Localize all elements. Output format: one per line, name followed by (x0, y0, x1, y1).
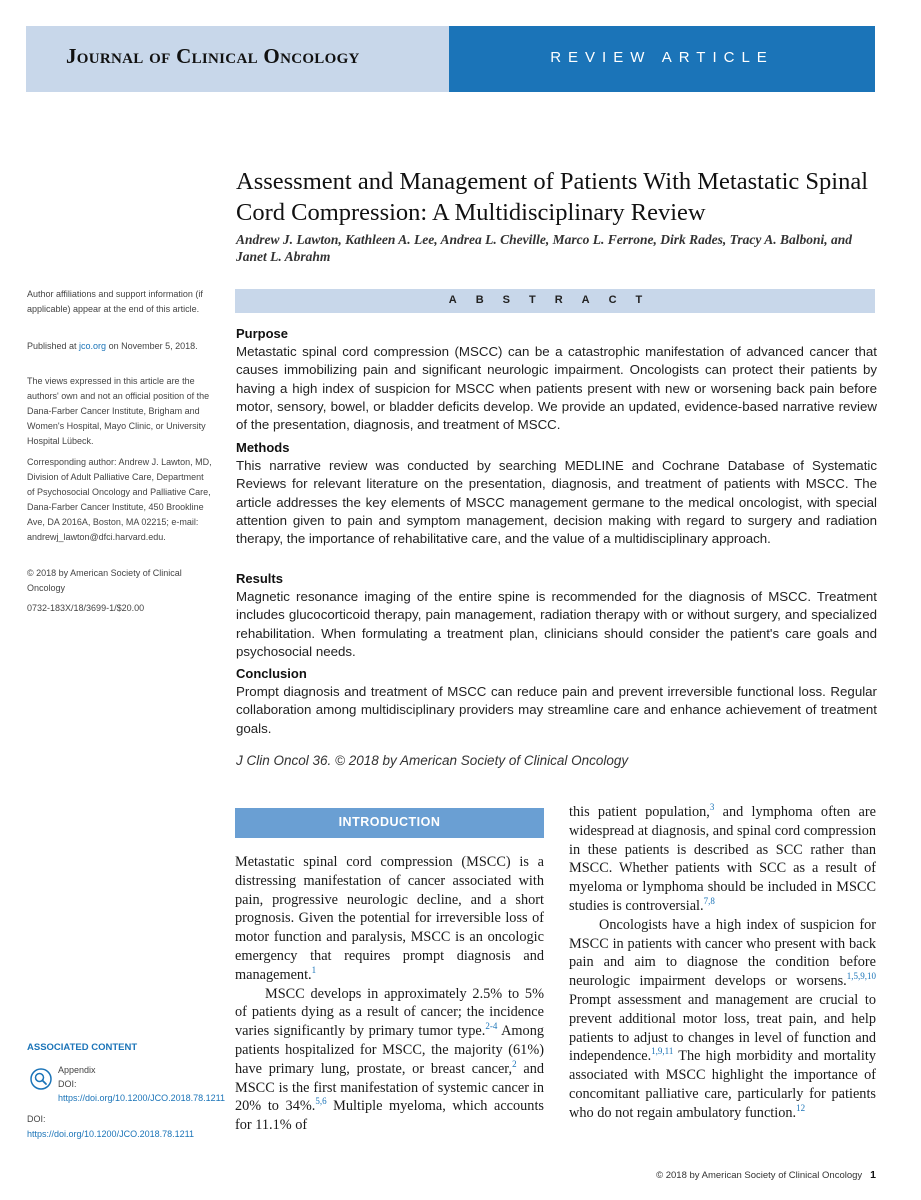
conclusion-text: Prompt diagnosis and treatment of MSCC can reduce pain and prevent irreversible functional loss. Regular collaboration among multidisciplinary providers may streamline care and enhance achievement of treatment goals. (236, 684, 877, 736)
purpose-heading: Purpose (236, 326, 289, 341)
sidebar-disclaimer: The views expressed in this article are the authors' own and not an official position of the Dana-Farber Cancer Institute, Brigham and Women's Hospital, Mayo Clinic, or University Hospital Lübeck. (27, 376, 210, 446)
results-text: Magnetic resonance imaging of the entire spine is recommended for the diagnosis of MSCC. Treatment includes glucocorticoid therapy, pain management, radiation therapy with or without surgery, and specialized rehabilitation. When formulating a treatment plan, clinicians should consider the patient's care goals and psychosocial needs. (236, 589, 877, 659)
introduction-heading: INTRODUCTION (338, 815, 441, 829)
intro-paragraph-2: MSCC develops in approximately 2.5% to 5% of patients dying as a result of cancer; the incidence varies significantly by primary tumor type.$^{2-4}$ Among patients hospitalized for MSCC, the majority (61%) have primary lung, prostate, or breast cancer,$^2$ and MSCC is the first manifestation of systemic cancer in 20% to 34%.$^{5,6}$ Multiple myeloma, which accounts for 11.1% of (235, 985, 544, 1134)
reference-link[interactable]: 1 (311, 965, 317, 976)
sidebar-affiliations-note: Author affiliations and support information (if applicable) appear at the end of this article. (27, 289, 203, 314)
body-column-left (235, 853, 544, 1135)
journal-citation: J Clin Oncol 36. © 2018 by American Society of Clinical Oncology (236, 753, 629, 768)
conclusion-heading: Conclusion (236, 666, 307, 681)
magnifier-icon[interactable] (30, 1068, 52, 1090)
intro-paragraph-1: Metastatic spinal cord compression (MSCC) is a distressing manifestation of cancer associated with pain, progressive neurologic decline, and a short prognosis. Given the potential for irreversible loss of motor function and paralysis, MSCC is an oncologic emergency that requires prompt diagnosis and management.$^1$ (235, 854, 544, 983)
article-title: Assessment and Management of Patients With Metastatic Spinal Cord Compression: A Multidisciplinary Review (236, 168, 869, 226)
reference-link[interactable]: 7,8 (703, 896, 715, 907)
results-heading: Results (236, 571, 283, 586)
journal-title: Journal of Clinical Oncology (66, 44, 360, 68)
associated-content-heading: ASSOCIATED CONTENT (27, 1042, 138, 1053)
purpose-text: Metastatic spinal cord compression (MSCC) can be a catastrophic manifestation of advanced cancer that causes immobilizing pain and significant neurologic impairment. Oncologists can protect their patients by having a high index of suspicion for MSCC when patients present with new or worsening back pain before motor, sensory, bowel, or bladder deficits develop. We provide an updated, evidence-based narrative review of the presentation, diagnosis, and treatment of MSCC. (236, 344, 877, 433)
sidebar-issn: 0732-183X/18/3699-1/$20.00 (27, 603, 145, 613)
sidebar-published-note: Published at jco.org on November 5, 2018. (27, 341, 198, 351)
appendix-doi-link[interactable]: https://doi.org/10.1200/JCO.2018.78.1211 (58, 1093, 225, 1103)
reference-link[interactable]: 2-4 (485, 1021, 498, 1032)
abstract-label: ABSTRACT (448, 294, 662, 306)
footer-copyright: © 2018 by American Society of Clinical Oncology (656, 1170, 863, 1181)
page-footer (600, 1169, 876, 1181)
methods-text: This narrative review was conducted by searching MEDLINE and Cochrane Database of Systematic Reviews for relevant literature on the presentation, diagnosis, and treatment of patients with MSCC. The article addresses the key elements of MSCC management germane to the medical oncologist, with special attention given to pain and symptom management, decision making with regard to surgery and radiation therapy, the importance of rehabilitative care, and the value of a multidisciplinary approach. (236, 458, 877, 547)
sidebar-doi: DOI: https://doi.org/10.1200/JCO.2018.78.1211 (27, 1114, 194, 1139)
body-column-right (569, 803, 876, 1123)
page-number: 1 (870, 1169, 876, 1181)
author-list: Andrew J. Lawton, Kathleen A. Lee, Andrea L. Cheville, Marco L. Ferrone, Dirk Rades, Tracy A. Balboni, and Janet L. Abrahm (236, 232, 853, 264)
jco-link[interactable]: jco.org (79, 341, 107, 351)
appendix-entry: Appendix DOI: https://doi.org/10.1200/JCO.2018.78.1211 (58, 1065, 225, 1103)
reference-link[interactable]: 12 (796, 1102, 806, 1113)
methods-heading: Methods (236, 440, 290, 455)
reference-link[interactable]: 1,9,11 (651, 1046, 674, 1057)
reference-link[interactable]: 3 (709, 802, 715, 813)
sidebar-corresponding-author: Corresponding author: Andrew J. Lawton, MD, Division of Adult Palliative Care, Department of Psychosocial Oncology and Palliative Care, Dana-Farber Cancer Institute, 450 Brookline Ave, DA 2016A, Boston, MA 02215; e-mail: andrewj_lawton@dfci.harvard.edu. (27, 457, 212, 542)
doi-link[interactable]: https://doi.org/10.1200/JCO.2018.78.1211 (27, 1129, 194, 1139)
article-type: REVIEW ARTICLE (550, 49, 774, 66)
intro-paragraph-3: Oncologists have a high index of suspicion for MSCC in patients with cancer who present with back pain and aim to diagnose the condition before neurologic impairment develops or worsens.$^{1,5,9,10}$ Prompt assessment and management are crucial to prevent additional motor loss, treat pain, and help patients to adjust to changes in level of function and independence.$^{1,9,11}$ The high morbidity and mortality associated with MSCC highlight the importance of concomitant palliative care, particularly for patients who do not regain ambulatory function.$^{12}$ (569, 916, 876, 1121)
sidebar-copyright: © 2018 by American Society of Clinical Oncology (27, 568, 182, 593)
reference-link[interactable]: 5,6 (315, 1096, 327, 1107)
reference-link[interactable]: 2 (512, 1059, 517, 1069)
reference-link[interactable]: 1,5,9,10 (846, 971, 876, 982)
appendix-label: Appendix (58, 1065, 96, 1075)
intro-paragraph-2-continued: this patient population,$^3$ and lymphoma often are widespread at diagnosis, and spinal cord compression in these patients is described as SCC rather than MSCC. Whether patients with SCC as a result of myeloma or lymphoma should be included in MSCC studies is controversial.$^{7,8}$ (569, 802, 877, 914)
